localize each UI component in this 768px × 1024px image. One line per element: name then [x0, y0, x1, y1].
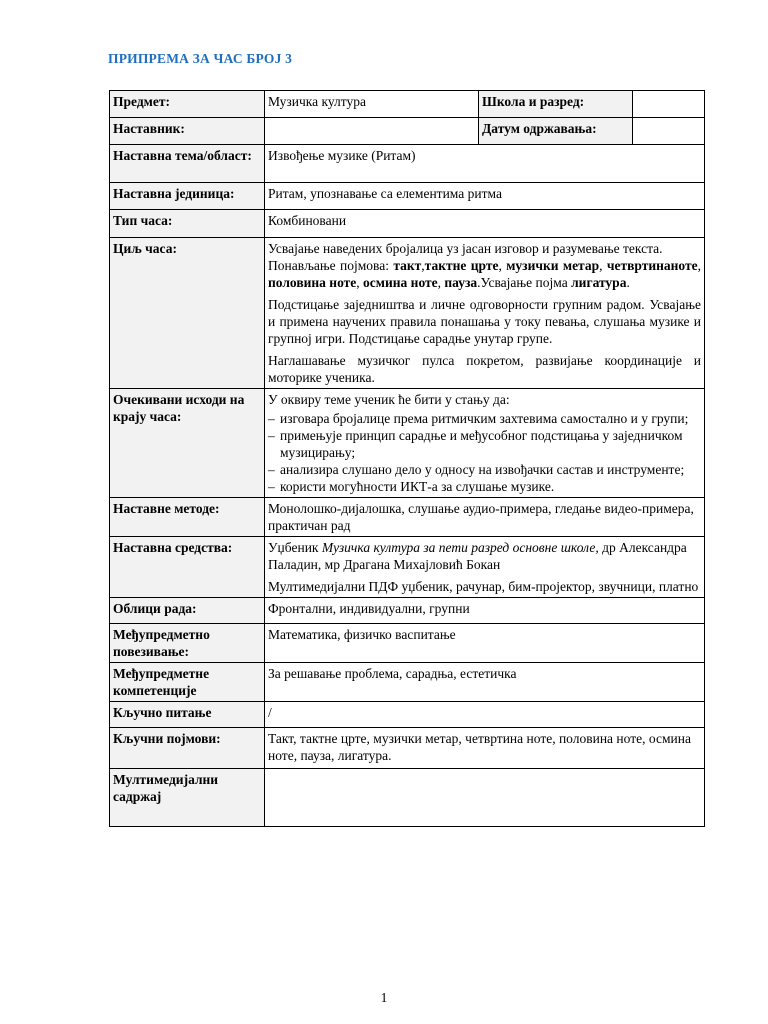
competences-value: За решавање проблема, сарадња, естетичка	[265, 663, 705, 702]
resources-value	[265, 537, 705, 598]
key-question-label: Кључно питање	[110, 702, 265, 728]
resources-textbook: Уџбеник Музичка култура за пети разред основне школе, др Александра Паладин, мр Драгана Михајловић Бокан	[268, 540, 687, 572]
cross-curricular-label: Међупредметно повезивање:	[110, 624, 265, 663]
resources-equipment: Мултимедијални ПДФ уџбеник, рачунар, бим-пројектор, звучници, платно	[268, 579, 699, 594]
methods-value: Монолошко-дијалошка, слушање аудио-примера, гледање видео-примера, практичан рад	[265, 498, 705, 537]
row-key-question	[110, 702, 705, 728]
outcome-item: – примењује принцип сарадње и међусобног подстицања у заједничком музицирању;	[268, 427, 701, 461]
row-topic	[110, 145, 705, 183]
row-resources	[110, 537, 705, 598]
lesson-plan-table	[109, 90, 705, 827]
forms-label: Облици рада:	[110, 598, 265, 624]
school-value	[633, 91, 705, 118]
page-number: 1	[380, 990, 388, 1005]
outcome-item: – изговара бројалице према ритмичким захтевима самостално и у групи;	[268, 410, 701, 427]
forms-value: Фронтални, индивидуални, групни	[265, 598, 705, 624]
row-type	[110, 210, 705, 238]
row-unit	[110, 183, 705, 210]
multimedia-label: Мултимедијални садржај	[110, 769, 265, 827]
row-teacher	[110, 118, 705, 145]
goal-paragraph-4: Наглашавање музичког пулса покретом, развијање координације и моторике ученика.	[268, 353, 701, 385]
teacher-value	[265, 118, 479, 145]
key-question-value: /	[265, 702, 705, 728]
unit-value: Ритам, упознавање са елементима ритма	[265, 183, 705, 210]
outcomes-list	[268, 410, 701, 495]
subject-label: Предмет:	[110, 91, 265, 118]
topic-label: Наставна тема/област:	[110, 145, 265, 183]
outcomes-intro: У оквиру теме ученик ће бити у стању да:	[268, 392, 510, 407]
row-cross-curricular	[110, 624, 705, 663]
school-label: Школа и разред:	[479, 91, 633, 118]
goal-paragraph-2: Понављање појмова: такт,тактне црте, музички метар, четвртинаноте, половина ноте, осмина ноте, пауза.Усвајање појма лигатура.	[268, 258, 702, 290]
type-label: Тип часа:	[110, 210, 265, 238]
date-value	[633, 118, 705, 145]
row-forms	[110, 598, 705, 624]
methods-label: Наставне методе:	[110, 498, 265, 537]
row-multimedia	[110, 769, 705, 827]
topic-value: Извођење музике (Ритам)	[265, 145, 705, 183]
multimedia-value	[265, 769, 705, 827]
row-competences	[110, 663, 705, 702]
type-value: Комбиновани	[265, 210, 705, 238]
goal-value	[265, 238, 705, 389]
resources-label: Наставна средства:	[110, 537, 265, 598]
row-key-terms	[110, 728, 705, 769]
unit-label: Наставна јединица:	[110, 183, 265, 210]
cross-curricular-value: Математика, физичко васпитање	[265, 624, 705, 663]
subject-value: Музичка култура	[265, 91, 479, 118]
row-goal	[110, 238, 705, 389]
row-methods	[110, 498, 705, 537]
teacher-label: Наставник:	[110, 118, 265, 145]
outcome-item: – анализира слушано дело у односу на извођачки састав и инструменте;	[268, 461, 701, 478]
date-label: Датум одржавања:	[479, 118, 633, 145]
goal-paragraph-3: Подстицање заједништва и личне одговорности групним радом. Усвајање и примена научених правила понашања у току певања, слушања музике и групној игри. Подстицање сарадње унутар групе.	[268, 297, 701, 346]
page-title: ПРИПРЕМА ЗА ЧАС БРОЈ 3	[108, 51, 293, 66]
row-subject	[110, 91, 705, 118]
competences-label: Међупредметне компетенције	[110, 663, 265, 702]
key-terms-value: Такт, тактне црте, музички метар, четвртина ноте, половина ноте, осмина ноте, пауза, лигатура.	[265, 728, 705, 769]
goal-paragraph-1: Усвајање наведених бројалица уз јасан изговор и разумевање текста.	[268, 241, 663, 256]
key-terms-label: Кључни појмови:	[110, 728, 265, 769]
outcome-item: – користи могућности ИКТ-а за слушање музике.	[268, 478, 701, 495]
outcomes-value	[265, 389, 705, 498]
outcomes-label: Очекивани исходи на крају часа:	[110, 389, 265, 498]
goal-label: Циљ часа:	[110, 238, 265, 389]
row-outcomes	[110, 389, 705, 498]
